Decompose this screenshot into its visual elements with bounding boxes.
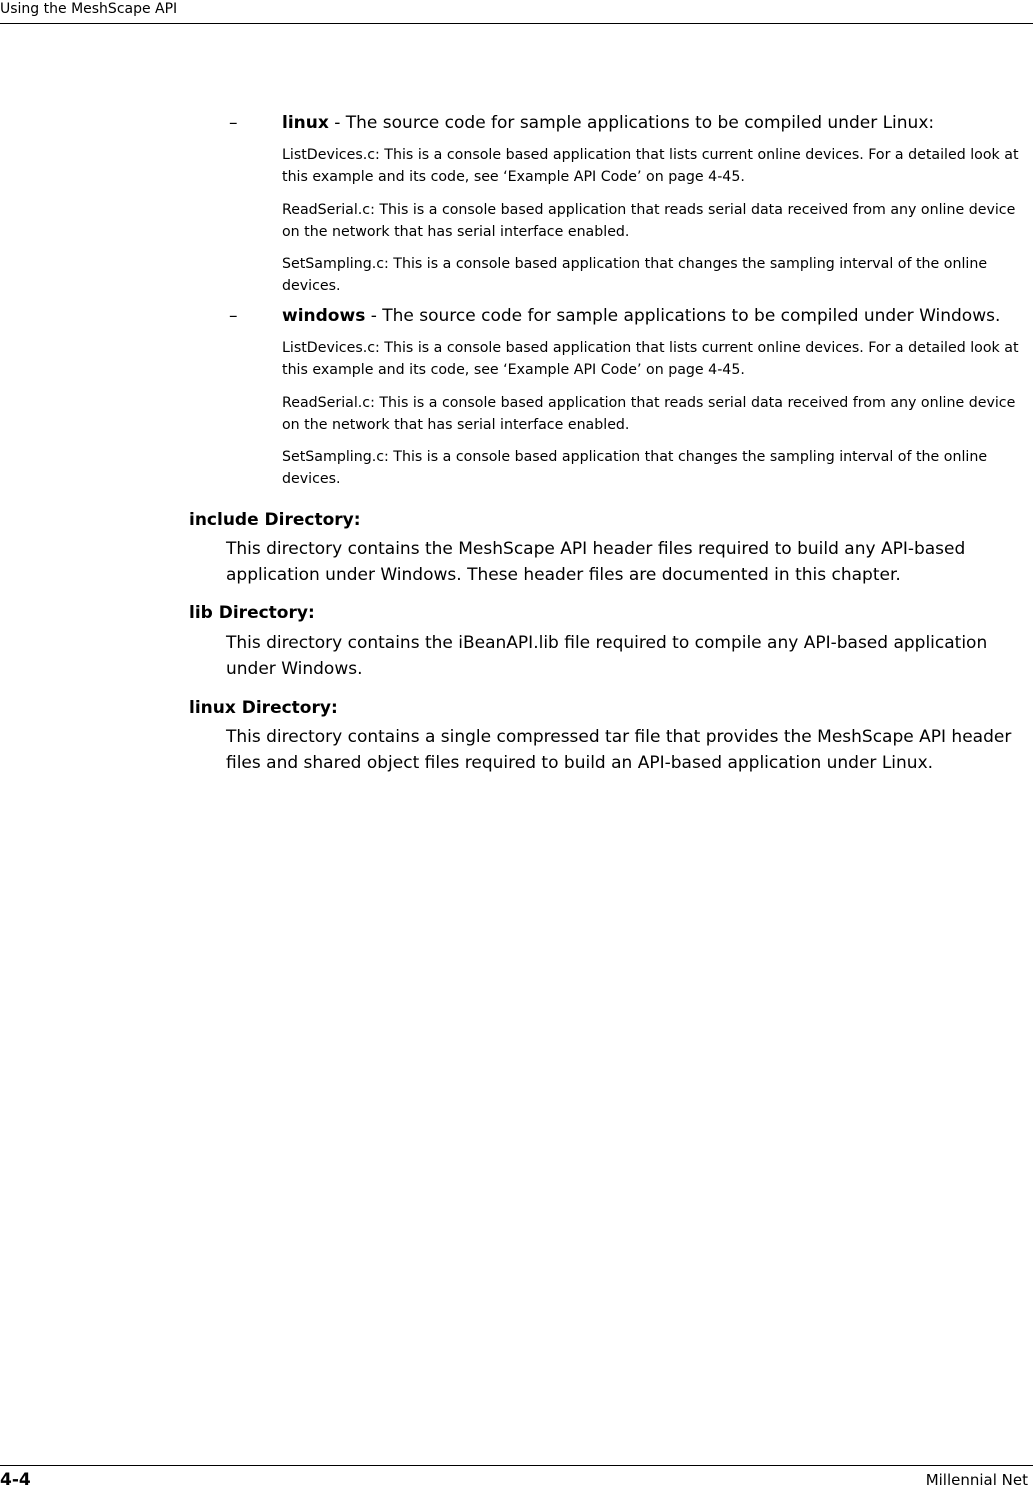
company-name: Millennial Net [925, 1471, 1028, 1489]
linux-platform-lead [282, 111, 934, 135]
windows-platform-name: windows [282, 306, 366, 326]
dash-bullet: – [229, 306, 238, 326]
windows-sample-readserial: ReadSerial.c: This is a console based application that reads serial data received from any online device on the network that has serial interface enabled. [282, 395, 1016, 433]
linux-directory-heading: linux Directory: [189, 698, 338, 718]
lib-directory-heading: lib Directory: [189, 603, 315, 623]
linux-platform-name: linux [282, 113, 329, 133]
include-directory-heading: include Directory: [189, 510, 361, 530]
linux-sample-setsampling: SetSampling.c: This is a console based application that changes the sampling interval of the online devices. [282, 256, 988, 294]
include-directory-body: This directory contains the MeshScape API header files required to build any API-based application under Windows. These header files are documented in this chapter. [226, 539, 966, 585]
linux-directory-body: This directory contains a single compressed tar file that provides the MeshScape API header files and shared object files required to build an API-based application under Linux. [226, 727, 1012, 773]
running-header-title: Using the MeshScape API [0, 1, 178, 17]
linux-sample-listdevices: ListDevices.c: This is a console based application that lists current online devices. For a detailed look at this example and its code, see ‘Example API Code’ on page 4-45. [282, 147, 1019, 185]
lib-directory-body: This directory contains the iBeanAPI.lib file required to compile any API-based application under Windows. [226, 633, 988, 679]
running-header [0, 0, 1033, 24]
windows-platform-description: - The source code for sample applications to be compiled under Windows. [365, 306, 1001, 326]
page-footer [0, 1465, 1033, 1495]
windows-sample-listdevices: ListDevices.c: This is a console based application that lists current online devices. For a detailed look at this example and its code, see ‘Example API Code’ on page 4-45. [282, 340, 1019, 378]
dash-bullet: – [229, 113, 238, 133]
linux-sample-readserial: ReadSerial.c: This is a console based application that reads serial data received from any online device on the network that has serial interface enabled. [282, 202, 1016, 240]
page-number: 4-4 [0, 1470, 31, 1490]
windows-sample-setsampling: SetSampling.c: This is a console based application that changes the sampling interval of the online devices. [282, 449, 988, 487]
linux-platform-description: - The source code for sample applications to be compiled under Linux: [328, 113, 935, 133]
windows-platform-lead [282, 304, 1000, 328]
